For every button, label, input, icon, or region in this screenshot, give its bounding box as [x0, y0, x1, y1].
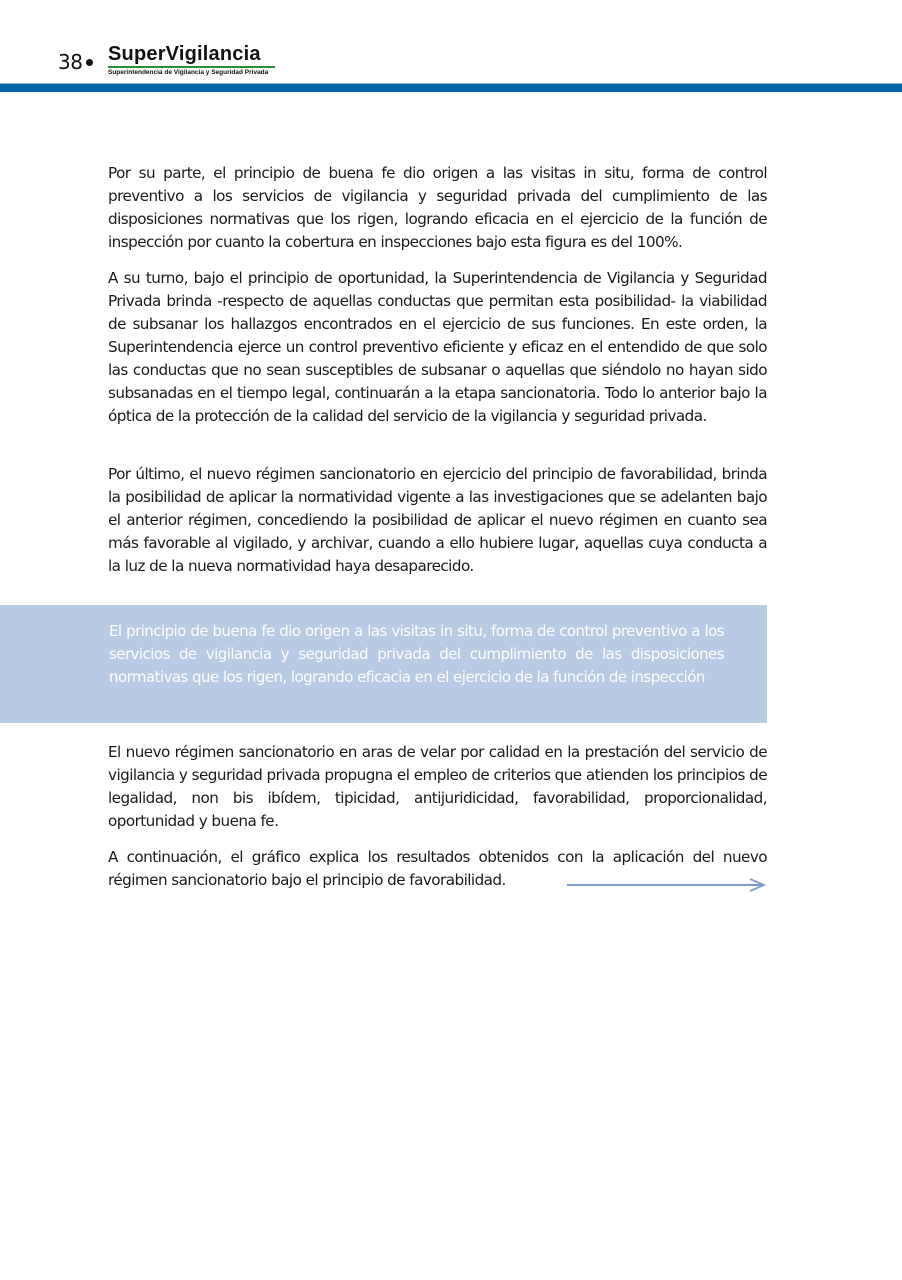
body-paragraph — [108, 463, 767, 578]
paragraph-text: A su turno, bajo el principio de oportunidad, la Superintendencia de Vigilancia y Seguridad Privada brinda -respecto de aquellas conductas que permitan esta posibilidad- la viabilidad de subsanar los hallazgos encontrados en el ejercicio de sus funciones. En este orden, la Superintendencia ejerce un control preventivo eficiente y eficaz en el entendido de que solo las conductas que no sean susceptibles de subsanar o aquellas que siéndolo no hayan sido subsanadas en el tiempo legal, continuarán a la etapa sancionatoria. Todo lo anterior bajo la óptica de la protección de la calidad del servicio de la vigilancia y seguridad privada. — [108, 269, 767, 425]
paragraph-text: A continuación, el gráfico explica los resultados obtenidos con la aplicación del nuevo régimen sancionatorio bajo el principio de favorabilidad. — [108, 848, 767, 889]
body-paragraph — [108, 267, 767, 428]
brand-name: SuperVigilancia — [108, 43, 261, 65]
callout-text: El principio de buena fe dio origen a las visitas in situ, forma de control preventivo a los servicios de vigilancia y seguridad privada del cumplimiento de las disposiciones normativas que los rigen, logrando eficacia en el ejercicio de la función de inspección — [109, 622, 724, 686]
brand-subtitle: Superintendencia de Vigilancia y Seguridad Privada — [108, 69, 269, 76]
highlight-callout-box — [0, 605, 767, 723]
page-header — [0, 0, 902, 92]
brand-logo — [108, 43, 275, 77]
paragraph-text: Por su parte, el principio de buena fe dio origen a las visitas in situ, forma de control preventivo a los servicios de vigilancia y seguridad privada del cumplimiento de las disposiciones normativas que los rigen, logrando eficacia en el ejercicio de la función de inspección por cuanto la cobertura en inspecciones bajo esta figura es del 100%. — [108, 164, 767, 251]
arrow-right-icon — [566, 877, 766, 893]
page-number: 38 — [58, 50, 83, 74]
paragraph-text: Por último, el nuevo régimen sancionatorio en ejercicio del principio de favorabilidad, brinda la posibilidad de aplicar la normatividad vigente a las investigaciones que se adelanten bajo el anterior régimen, concediendo la posibilidad de aplicar el nuevo régimen en cuanto sea más favorable al vigilado, y archivar, cuando a ello hubiere lugar, aquellas cuya conducta a la luz de la nueva normatividad haya desaparecido. — [108, 465, 767, 575]
brand-underline — [108, 66, 275, 68]
header-divider-bar — [0, 83, 902, 92]
bullet-separator-icon — [86, 59, 93, 66]
body-paragraph — [108, 162, 767, 254]
paragraph-text: El nuevo régimen sancionatorio en aras de velar por calidad en la prestación del servicio de vigilancia y seguridad privada propugna el empleo de criterios que atienden los principios de legalidad, non bis ibídem, tipicidad, antijuridicidad, favorabilidad, proporcionalidad, oportunidad y buena fe. — [108, 743, 767, 830]
body-paragraph — [108, 741, 767, 833]
